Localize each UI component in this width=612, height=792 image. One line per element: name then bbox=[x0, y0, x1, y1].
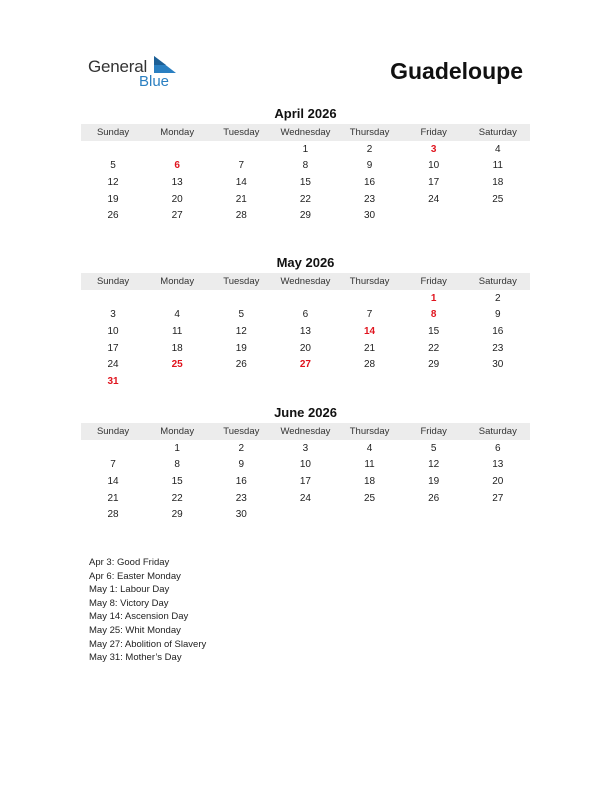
holiday-item: May 27: Abolition of Slavery bbox=[89, 638, 207, 650]
day-cell: 29 bbox=[428, 359, 440, 371]
day-cell: 12 bbox=[235, 325, 247, 337]
day-cell: 5 bbox=[110, 160, 116, 172]
holiday-item: Apr 6: Easter Monday bbox=[89, 570, 181, 582]
day-cell: 11 bbox=[364, 459, 375, 471]
day-cell: 3 bbox=[430, 143, 437, 155]
day-cell: 23 bbox=[492, 342, 504, 354]
week-row bbox=[81, 307, 530, 324]
week-row bbox=[81, 473, 530, 490]
day-cell: 18 bbox=[171, 342, 183, 354]
month-title: June 2026 bbox=[274, 405, 337, 420]
holiday-item: May 31: Mother’s Day bbox=[89, 652, 182, 664]
day-cell: 29 bbox=[171, 509, 183, 521]
day-cell: 9 bbox=[366, 160, 373, 172]
day-cell: 7 bbox=[238, 160, 245, 172]
day-cell: 6 bbox=[495, 442, 501, 454]
day-cell: 8 bbox=[430, 309, 437, 321]
weekday-label: Monday bbox=[160, 276, 195, 287]
week-row bbox=[81, 323, 530, 340]
week-row bbox=[81, 373, 530, 390]
day-cell: 28 bbox=[364, 359, 376, 371]
day-cell: 29 bbox=[299, 210, 311, 222]
day-cell: 24 bbox=[107, 359, 119, 371]
day-cell: 23 bbox=[235, 492, 247, 504]
day-cell: 2 bbox=[366, 143, 373, 155]
weekday-label: Tuesday bbox=[223, 426, 260, 437]
day-cell: 5 bbox=[238, 309, 245, 321]
weekday-label: Thursday bbox=[349, 276, 390, 287]
holiday-item: May 25: Whit Monday bbox=[89, 624, 181, 636]
weekday-label: Tuesday bbox=[223, 127, 260, 138]
day-cell: 27 bbox=[171, 210, 183, 222]
day-cell: 21 bbox=[107, 492, 119, 504]
day-cell: 16 bbox=[492, 325, 504, 337]
weekday-label: Monday bbox=[160, 127, 195, 138]
weekday-header bbox=[81, 124, 530, 141]
day-cell: 20 bbox=[171, 193, 183, 205]
weekday-label: Saturday bbox=[478, 127, 517, 138]
weekday-label: Friday bbox=[420, 127, 447, 138]
day-cell: 30 bbox=[364, 210, 376, 222]
day-cell: 14 bbox=[364, 325, 376, 337]
day-cell: 5 bbox=[430, 442, 437, 454]
month-may bbox=[81, 254, 530, 390]
week-row bbox=[81, 290, 530, 307]
day-cell: 6 bbox=[174, 160, 180, 172]
day-cell: 10 bbox=[107, 325, 119, 337]
day-cell: 8 bbox=[174, 459, 180, 471]
day-cell: 28 bbox=[107, 509, 119, 521]
day-cell: 16 bbox=[235, 475, 247, 487]
day-cell: 25 bbox=[492, 193, 504, 205]
day-cell: 18 bbox=[492, 176, 504, 188]
day-cell: 20 bbox=[299, 342, 311, 354]
week-row bbox=[81, 207, 530, 224]
day-cell: 4 bbox=[366, 442, 373, 454]
day-cell: 19 bbox=[235, 342, 247, 354]
weekday-label: Sunday bbox=[96, 127, 130, 138]
day-cell: 25 bbox=[171, 359, 183, 371]
day-cell: 19 bbox=[428, 475, 440, 487]
day-cell: 10 bbox=[428, 160, 440, 172]
weekday-label: Sunday bbox=[96, 276, 130, 287]
day-cell: 17 bbox=[299, 475, 311, 487]
day-cell: 12 bbox=[428, 459, 440, 471]
holiday-item: Apr 3: Good Friday bbox=[89, 557, 170, 568]
day-cell: 9 bbox=[238, 459, 245, 471]
day-cell: 9 bbox=[495, 309, 501, 321]
day-cell: 11 bbox=[492, 160, 503, 172]
day-cell: 10 bbox=[299, 459, 311, 471]
day-cell: 22 bbox=[299, 193, 311, 205]
day-cell: 11 bbox=[171, 325, 183, 337]
day-cell: 8 bbox=[302, 160, 309, 172]
day-cell: 26 bbox=[107, 210, 119, 222]
weekday-header bbox=[81, 423, 530, 440]
week-row bbox=[81, 340, 530, 357]
holiday-item: May 1: Labour Day bbox=[89, 584, 170, 596]
weekday-label: Saturday bbox=[478, 276, 517, 287]
day-cell: 13 bbox=[171, 176, 183, 188]
day-cell: 15 bbox=[428, 325, 440, 337]
weekday-label: Friday bbox=[420, 426, 447, 437]
week-row bbox=[81, 457, 530, 474]
weekday-label: Thursday bbox=[349, 426, 390, 437]
week-row bbox=[81, 174, 530, 191]
day-cell: 31 bbox=[107, 375, 119, 387]
weekday-label: Wednesday bbox=[280, 276, 331, 287]
week-row bbox=[81, 506, 530, 523]
day-cell: 3 bbox=[302, 442, 309, 454]
day-cell: 24 bbox=[299, 492, 311, 504]
weekday-label: Wednesday bbox=[280, 127, 331, 138]
day-cell: 27 bbox=[492, 492, 504, 504]
day-cell: 19 bbox=[107, 193, 119, 205]
weekday-label: Sunday bbox=[96, 426, 130, 437]
weekday-label: Monday bbox=[160, 426, 195, 437]
day-cell: 14 bbox=[107, 475, 119, 487]
month-title: April 2026 bbox=[274, 106, 337, 121]
month-april bbox=[81, 105, 530, 224]
day-cell: 15 bbox=[171, 475, 183, 487]
weekday-label: Thursday bbox=[349, 127, 390, 138]
week-row bbox=[81, 440, 530, 457]
day-cell: 13 bbox=[299, 325, 311, 337]
logo bbox=[88, 55, 188, 91]
holiday-list bbox=[89, 556, 206, 665]
day-cell: 24 bbox=[428, 193, 440, 205]
day-cell: 17 bbox=[107, 342, 119, 354]
week-row bbox=[81, 158, 530, 175]
day-cell: 30 bbox=[492, 359, 504, 371]
week-row bbox=[81, 141, 530, 158]
day-cell: 4 bbox=[174, 309, 180, 321]
month-june bbox=[81, 404, 530, 523]
day-cell: 21 bbox=[235, 193, 247, 205]
day-cell: 4 bbox=[495, 143, 501, 155]
day-cell: 13 bbox=[492, 459, 504, 471]
logo-flag-icon bbox=[154, 56, 176, 73]
day-cell: 17 bbox=[428, 176, 440, 188]
week-row bbox=[81, 191, 530, 208]
logo-text-general: General bbox=[88, 57, 148, 76]
day-cell: 25 bbox=[364, 492, 376, 504]
weekday-header bbox=[81, 273, 530, 290]
day-cell: 7 bbox=[110, 459, 116, 471]
day-cell: 2 bbox=[495, 292, 501, 304]
day-cell: 27 bbox=[299, 359, 311, 371]
day-cell: 22 bbox=[171, 492, 183, 504]
day-cell: 14 bbox=[235, 176, 247, 188]
day-cell: 15 bbox=[299, 176, 311, 188]
day-cell: 28 bbox=[235, 210, 247, 222]
day-cell: 1 bbox=[430, 292, 437, 304]
day-cell: 20 bbox=[492, 475, 504, 487]
day-cell: 12 bbox=[107, 176, 119, 188]
weekday-label: Wednesday bbox=[280, 426, 331, 437]
country-title: Guadeloupe bbox=[390, 58, 523, 84]
day-cell: 23 bbox=[364, 193, 376, 205]
weekday-label: Tuesday bbox=[223, 276, 260, 287]
day-cell: 1 bbox=[302, 143, 309, 155]
day-cell: 16 bbox=[364, 176, 376, 188]
month-title: May 2026 bbox=[276, 255, 335, 270]
day-cell: 22 bbox=[428, 342, 440, 354]
day-cell: 26 bbox=[235, 359, 247, 371]
day-cell: 30 bbox=[235, 509, 247, 521]
weekday-label: Saturday bbox=[478, 426, 517, 437]
weekday-label: Friday bbox=[420, 276, 447, 287]
day-cell: 6 bbox=[302, 309, 309, 321]
holiday-item: May 8: Victory Day bbox=[89, 597, 169, 609]
day-cell: 7 bbox=[366, 309, 373, 321]
holiday-item: May 14: Ascension Day bbox=[89, 611, 189, 623]
day-cell: 2 bbox=[238, 442, 245, 454]
week-row bbox=[81, 490, 530, 507]
day-cell: 3 bbox=[110, 309, 116, 321]
day-cell: 18 bbox=[364, 475, 376, 487]
day-cell: 1 bbox=[174, 442, 180, 454]
day-cell: 26 bbox=[428, 492, 440, 504]
logo-text-blue: Blue bbox=[139, 73, 170, 90]
week-row bbox=[81, 356, 530, 373]
day-cell: 21 bbox=[364, 342, 376, 354]
